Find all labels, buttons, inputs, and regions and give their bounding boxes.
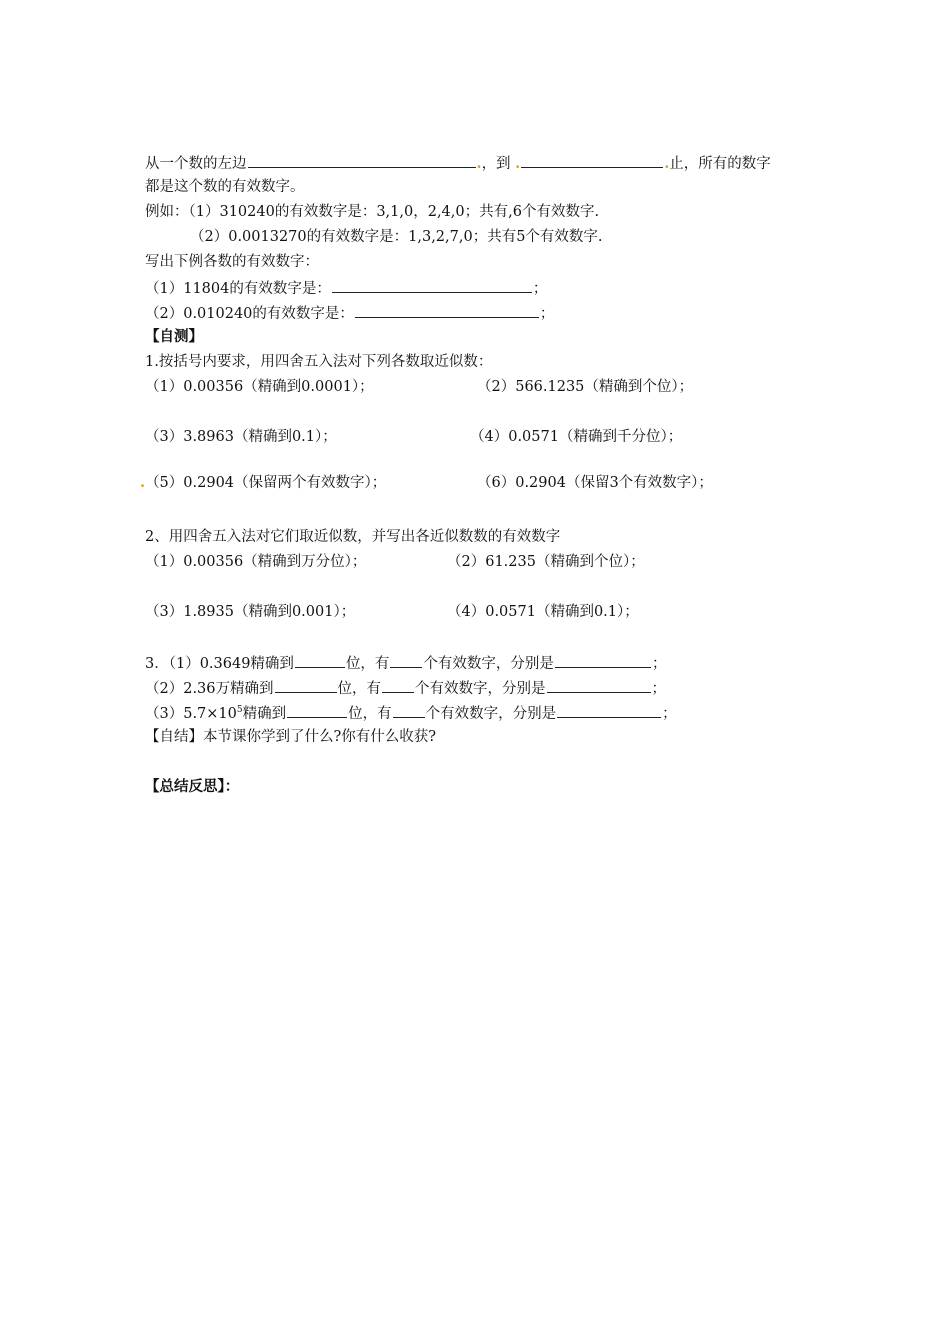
semicolon: ； bbox=[662, 706, 677, 722]
example-2: （2）0.0013270的有效数字是：1,3,2,7,0；共有5个有效数字. bbox=[190, 229, 603, 245]
semicolon: ； bbox=[532, 281, 548, 297]
practice-q1 bbox=[145, 277, 547, 297]
q3-c-text-post: 精确到 bbox=[242, 706, 287, 722]
q3-c-text: （3）5.7×10 bbox=[145, 706, 237, 722]
definition-text-2: ，到 bbox=[481, 156, 511, 172]
practice-q2-blank[interactable] bbox=[355, 302, 539, 318]
practice-q2 bbox=[145, 302, 554, 322]
q3-c-count: 个有效数字，分别是 bbox=[425, 706, 557, 722]
q2-item-2: （2）61.235（精确到个位）； bbox=[447, 554, 645, 570]
q1-item-4: （4）0.0571（精确到千分位）； bbox=[470, 429, 683, 445]
q3-c bbox=[145, 702, 677, 722]
q3-a-text: 3．（1）0.3649精确到 bbox=[145, 656, 294, 672]
self-test-q1-row-2 bbox=[145, 427, 683, 447]
q2-item-3: （3）1.8935（精确到0.001）； bbox=[145, 604, 356, 620]
q3-b-blank-place[interactable] bbox=[275, 677, 337, 693]
marker-dot: . bbox=[515, 155, 521, 172]
q3-a bbox=[145, 652, 666, 672]
q3-a-blank-place[interactable] bbox=[295, 652, 345, 668]
q3-b-blank-count[interactable] bbox=[382, 677, 414, 693]
q1-item-3: （3）3.8963（精确到0.1）； bbox=[145, 429, 337, 445]
definition-text-3: 止，所有的数字 bbox=[669, 156, 771, 172]
q3-b-count: 个有效数字，分别是 bbox=[415, 681, 546, 697]
q3-b bbox=[145, 677, 666, 697]
q2-item-4: （4）0.0571（精确到0.1）； bbox=[447, 604, 639, 620]
practice-q2-text: （2）0.010240的有效数字是： bbox=[145, 306, 354, 322]
q2-item-1: （1）0.00356（精确到万分位）； bbox=[145, 554, 367, 570]
self-test-q1-row-3 bbox=[140, 473, 713, 493]
q1-item-5: （5）0.2904（保留两个有效数字）； bbox=[145, 475, 387, 491]
q3-a-blank-count[interactable] bbox=[390, 652, 422, 668]
practice-heading: 写出下例各数的有效数字： bbox=[145, 254, 319, 270]
reflection-heading: 【总结反思】： bbox=[145, 778, 240, 795]
self-test-q1-title: 1.按括号内要求，用四舍五入法对下列各数取近似数： bbox=[145, 354, 493, 370]
self-test-q2-row-1 bbox=[145, 552, 645, 572]
semicolon: ； bbox=[651, 656, 667, 672]
q3-b-wei: 位，有 bbox=[337, 681, 382, 697]
marker-dot: . bbox=[140, 474, 146, 491]
blank-right[interactable] bbox=[521, 152, 663, 168]
q3-c-blank-count[interactable] bbox=[393, 702, 425, 718]
practice-q1-text: （1）11804的有效数字是： bbox=[145, 281, 331, 297]
q3-a-wei: 位，有 bbox=[345, 656, 390, 672]
q3-b-text: （2）2.36万精确到 bbox=[145, 681, 274, 697]
q3-a-blank-digits[interactable] bbox=[555, 652, 651, 668]
q3-c-blank-digits[interactable] bbox=[557, 702, 661, 718]
q3-c-exponent: 5 bbox=[236, 705, 243, 715]
definition-line-1 bbox=[145, 152, 771, 172]
q1-item-1: （1）0.00356（精确到0.0001）； bbox=[145, 379, 374, 395]
marker-dot: . bbox=[664, 155, 670, 172]
practice-q1-blank[interactable] bbox=[332, 277, 532, 293]
q3-b-blank-digits[interactable] bbox=[547, 677, 651, 693]
semicolon: ； bbox=[539, 306, 555, 322]
semicolon: ； bbox=[651, 681, 667, 697]
self-test-q1-row-1 bbox=[145, 377, 694, 397]
blank-left[interactable] bbox=[248, 152, 476, 168]
q3-a-count: 个有效数字，分别是 bbox=[423, 656, 554, 672]
definition-text-1: 从一个数的左边 bbox=[145, 156, 247, 172]
self-test-q2-title: 2、用四舍五入法对它们取近似数，并写出各近似数数的有效数字 bbox=[145, 529, 561, 545]
q3-c-blank-place[interactable] bbox=[287, 702, 347, 718]
q1-item-6: （6）0.2904（保留3个有效数字）； bbox=[477, 475, 713, 491]
definition-line-2: 都是这个数的有效数字。 bbox=[145, 179, 305, 195]
self-summary: 【自结】本节课你学到了什么?你有什么收获? bbox=[145, 729, 437, 745]
q1-item-2: （2）566.1235（精确到个位）； bbox=[477, 379, 694, 395]
example-1: 例如：（1）310240的有效数字是：3,1,0，2,4,0；共有,6个有效数字. bbox=[145, 204, 600, 220]
self-test-heading: 【自测】 bbox=[145, 328, 203, 345]
marker-dot: . bbox=[476, 155, 482, 172]
q3-c-wei: 位，有 bbox=[348, 706, 392, 722]
self-test-q2-row-2 bbox=[145, 602, 639, 622]
